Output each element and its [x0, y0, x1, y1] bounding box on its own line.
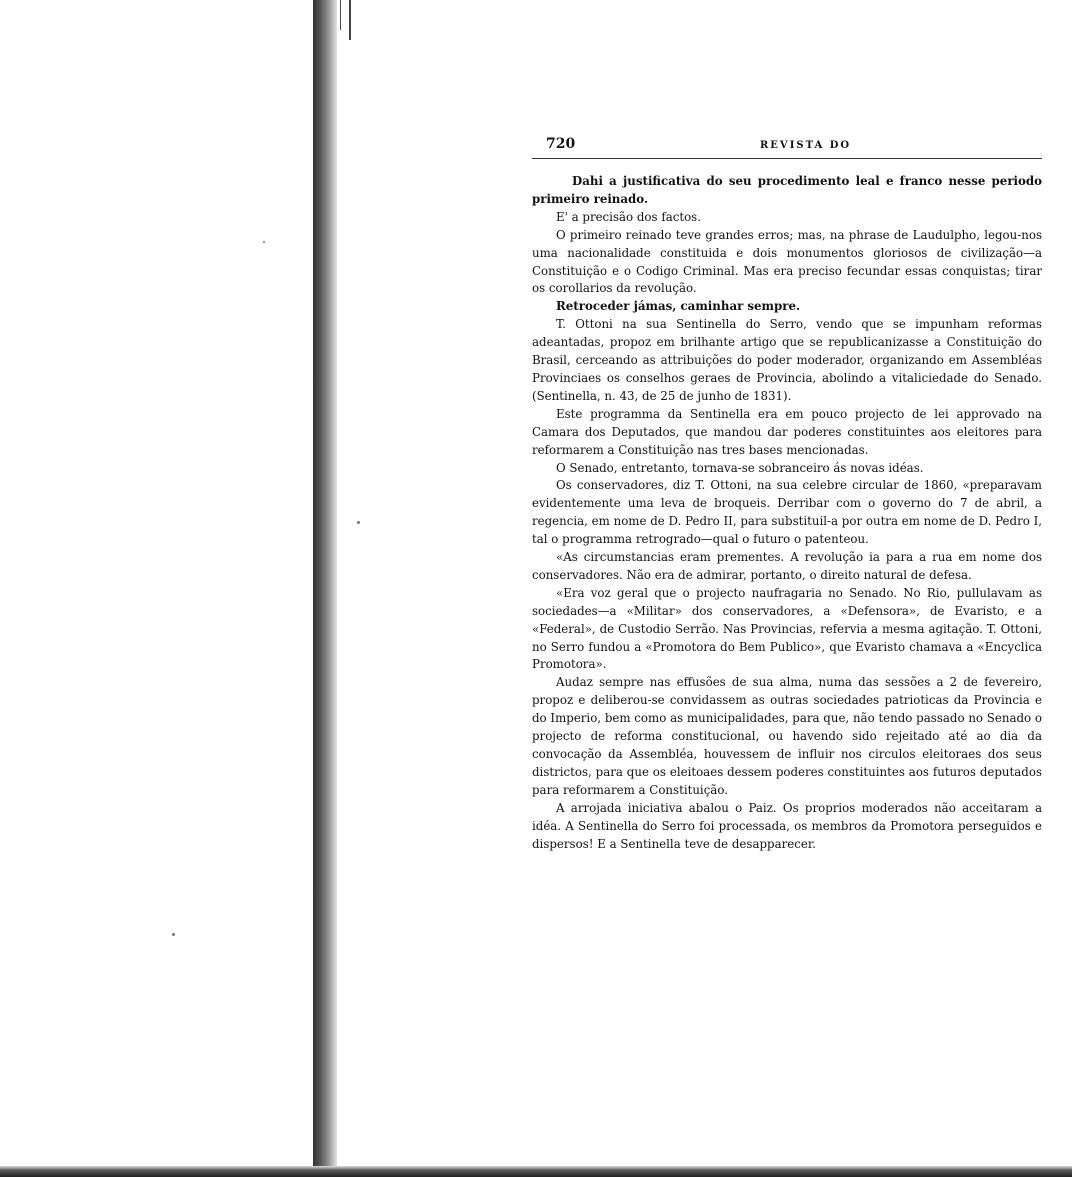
- paragraph: «Era voz geral que o projecto naufragaria no Senado. No Rio, pullulavam as sociedades—a «Militar» dos conservadores, a «Defensora», de Evaristo, e a «Federal», de Custodio Serrão. Nas Provincias, refervia a mesma agitação. T. Ottoni, no Serro fundou a «Promotora do Bem Publico», que Evaristo chamava a «Encyclica Promotora».: [532, 585, 1042, 672]
- body-text: [532, 173, 1042, 853]
- page-header: [532, 136, 1042, 159]
- scan-speck: [172, 933, 175, 936]
- scan-artifact-line: [340, 0, 341, 30]
- paragraph: T. Ottoni na sua Sentinella do Serro, vendo que se impunham reformas adeantadas, propoz em brilhante artigo que se republicanizasse a Constituição do Brasil, cerceando as attribuições do poder moderador, organizando em Assembléas Provinciaes os conselhos geraes de Provincia, abolindo a vitaliciedade do Senado. (Sentinella, n. 43, de 25 de junho de 1831).: [532, 317, 1042, 403]
- paragraph: E' a precisão dos factos.: [556, 209, 701, 224]
- page-number: 720: [546, 136, 576, 152]
- paragraph: O primeiro reinado teve grandes erros; mas, na phrase de Laudulpho, legou-nos uma nacionalidade constituida e dois monumentos gloriosos de civilização—a Constituição e o Codigo Criminal. Mas era preciso fecundar essas conquistas; tirar os corollarios da revolução.: [532, 227, 1042, 296]
- scan-speck: [357, 521, 360, 524]
- scan-artifact-line: [349, 0, 351, 40]
- scan-gutter-shadow: [313, 0, 337, 1177]
- paragraph: Retroceder jámas, caminhar sempre.: [556, 299, 801, 314]
- paragraph: Este programma da Sentinella era em pouco projecto de lei approvado na Camara dos Deputados, que mandou dar poderes constituintes aos eleitores para reformarem a Constituição nas tres bases mencionadas.: [532, 406, 1042, 457]
- paragraph: «As circumstancias eram prementes. A revolução ia para a rua em nome dos conservadores. Não era de admirar, portanto, o direito natural de defesa.: [532, 550, 1042, 582]
- paragraph: Dahi a justificativa do seu procedimento leal e franco nesse periodo primeiro reinado.: [532, 174, 1042, 206]
- book-page: [532, 136, 1042, 853]
- paragraph: O Senado, entretanto, tornava-se sobranceiro ás novas idéas.: [556, 460, 924, 475]
- scan-bottom-edge: [0, 1166, 1072, 1177]
- scan-speck: [263, 241, 265, 243]
- paragraph: A arrojada iniciativa abalou o Paiz. Os proprios moderados não acceitaram a idéa. A Sentinella do Serro foi processada, os membros da Promotora perseguidos e dispersos! E a Sentinella teve de desapparecer.: [532, 800, 1042, 851]
- running-head: REVISTA DO: [760, 140, 852, 151]
- paragraph: Os conservadores, diz T. Ottoni, na sua celebre circular de 1860, «preparavam evidentemente uma leva de broqueis. Derribar com o governo do 7 de abril, a regencia, em nome de D. Pedro II, para substituil-a por outra em nome de D. Pedro I, tal o programma retrogrado—qual o futuro o patenteou.: [532, 478, 1042, 547]
- paragraph: Audaz sempre nas effusões de sua alma, numa das sessões a 2 de fevereiro, propoz e deliberou-se convidassem as outras sociedades patrioticas da Provincia e do Imperio, bem como as municipalidades, para que, não tendo passado no Senado o projecto de reforma constitucional, ou havendo sido rejeitado até ao dia da convocação da Assembléa, houvessem de influir nos circulos eleitoraes dos seus districtos, para que os eleitoaes dessem poderes constituintes aos futuros deputados para reformarem a Constituição.: [532, 675, 1042, 797]
